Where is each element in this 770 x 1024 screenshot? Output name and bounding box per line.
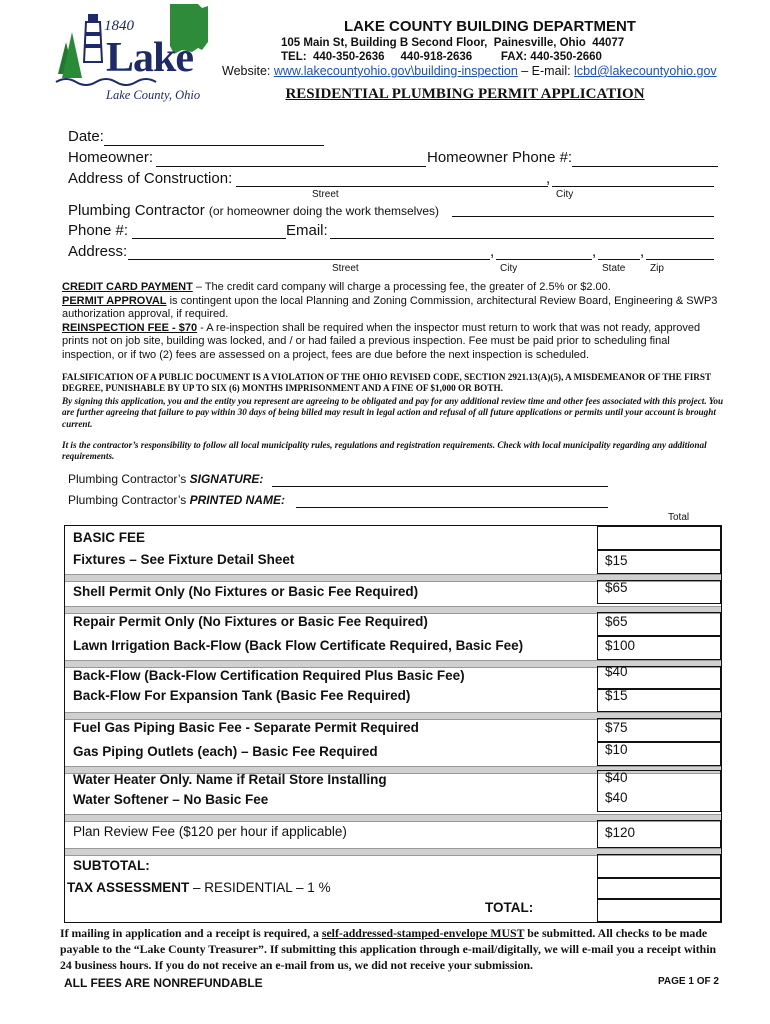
fee-label: Shell Permit Only (No Fixtures or Basic Fee Required) (73, 584, 419, 599)
signature-label: SIGNATURE: (189, 472, 264, 486)
department-title: LAKE COUNTY BUILDING DEPARTMENT (344, 18, 636, 35)
contractor-note: (or homeowner doing the work themselves) (208, 204, 440, 218)
signature-prefix: Plumbing Contractor’s (68, 472, 190, 486)
fee-amount: $15 (605, 553, 628, 568)
state-caption: State (602, 263, 626, 274)
contractor-label-text: Plumbing Contractor (68, 202, 205, 219)
fee-label: Back-Flow (Back-Flow Certification Required Plus Basic Fee) (73, 668, 465, 683)
zip-caption: Zip (650, 263, 664, 274)
contractor-responsibility: It is the contractor’s responsibility to follow all local municipality rules, regulations and registration requirements. Check with local municipality regarding any additional requirements. (62, 440, 707, 462)
printed-name-label: PRINTED NAME: (189, 493, 285, 507)
contractor-field[interactable] (452, 216, 714, 217)
fee-amount: $10 (605, 742, 628, 757)
fee-label: Back-Flow For Expansion Tank (Basic Fee Required) (73, 688, 411, 703)
credit-card-text: – The credit card company will charge a processing fee, the greater of 2.5% or $2.00. (192, 281, 611, 293)
signature-field[interactable] (272, 486, 608, 487)
fee-amount: $100 (605, 638, 636, 653)
homeowner-label: Homeowner: (68, 149, 154, 166)
fee-amount: $40 (605, 664, 628, 679)
reinspection-text: - A re-inspection shall be required when the inspector must return to work that was not ready, approved prints not on job site, building was locked, and / or had failed a previous inspection. Fee must be paid prior to scheduling final inspection, or if two (2) fees are assessed on a project, fees are due before the next inspection is scheduled. (62, 322, 701, 361)
fee-label: Repair Permit Only (No Fixtures or Basic Fee Required) (73, 614, 428, 629)
email-field[interactable] (330, 238, 714, 239)
fee-amount: $75 (605, 720, 628, 735)
email-label: Email: (286, 222, 328, 239)
fee-amount: $120 (605, 825, 636, 840)
printed-name-field[interactable] (296, 507, 608, 508)
website-line (222, 64, 717, 78)
construction-city-field[interactable] (552, 186, 714, 187)
address-state-field[interactable] (598, 259, 640, 260)
mailing-text-2: be submitted. All checks to be made payable to the “Lake County Treasurer”. If submitting this application through e-mail/digitally, we will e-mail you a receipt within 24 business hours. If you do not receive an e-mail from us, we did not receive your submission. (60, 926, 717, 972)
address-street-field[interactable] (128, 259, 490, 260)
fee-label: Water Heater Only. Name if Retail Store Installing (73, 772, 387, 787)
homeowner-phone-label: Homeowner Phone #: (427, 149, 573, 166)
printed-name-prefix: Plumbing Contractor’s (68, 493, 190, 507)
fee-label: Lawn Irrigation Back-Flow (Back Flow Certificate Required, Basic Fee) (73, 638, 524, 653)
subtotal-cell[interactable] (597, 854, 721, 878)
reinspection-note (62, 322, 722, 362)
date-label: Date: (68, 128, 104, 145)
page-number: PAGE 1 OF 2 (658, 976, 719, 987)
street-caption-2: Street (332, 263, 359, 274)
logo-year: 1840 (104, 18, 134, 34)
falsification-warning: FALSIFICATION OF A PUBLIC DOCUMENT IS A VIOLATION OF THE OHIO REVISED CODE, SECTION 2921.13(A)(5), A MISDEMEANOR OF THE FIRST DEGREE, PUNISHABLE BY UP TO SIX (6) MONTHS IMPRISONMENT AND A FINE OF $1,000 OR BOTH. (62, 372, 712, 394)
phone-label: Phone #: (68, 222, 129, 239)
address-zip-field[interactable] (646, 259, 714, 260)
fee-label: Water Softener – No Basic Fee (73, 792, 269, 807)
homeowner-phone-field[interactable] (572, 166, 718, 167)
mailing-instructions (60, 925, 722, 973)
phone-field[interactable] (132, 238, 286, 239)
total-cell[interactable] (597, 898, 721, 922)
fee-amount: $40 (605, 790, 628, 805)
mailing-text-1: If mailing in application and a receipt is required, a (60, 926, 322, 940)
tax-cell[interactable] (597, 878, 721, 900)
printed-name-row (68, 493, 285, 507)
signature-row (68, 472, 263, 486)
comma-separator-3: , (592, 243, 597, 260)
construction-street-field[interactable] (236, 186, 548, 187)
reinspection-heading: REINSPECTION FEE - $70 (62, 322, 198, 334)
total-column-header: Total (668, 512, 690, 523)
fee-amount: $40 (605, 770, 628, 785)
email-label: – E-mail: (517, 64, 575, 78)
city-caption-2: City (500, 263, 518, 274)
credit-card-note (62, 281, 722, 294)
street-caption: Street (312, 189, 339, 200)
address-label: Address: (68, 243, 128, 260)
website-label: Website: (222, 64, 274, 78)
nonrefundable-notice: ALL FEES ARE NONREFUNDABLE (64, 976, 263, 990)
fee-label: Fuel Gas Piping Basic Fee - Separate Permit Required (73, 720, 419, 735)
department-phones: TEL: 440-350-2636 440-918-2636 FAX: 440-350-2660 (281, 51, 602, 63)
city-caption: City (556, 189, 574, 200)
website-link[interactable]: www.lakecountyohio.gov\building-inspection (273, 64, 518, 78)
permit-approval-heading: PERMIT APPROVAL (62, 295, 167, 307)
tax-label: TAX ASSESSMENT (67, 880, 190, 895)
logo-caption: Lake County, Ohio (106, 88, 201, 102)
permit-approval-note (62, 295, 722, 322)
construction-address-label: Address of Construction: (68, 170, 233, 187)
signing-agreement: By signing this application, you and the entity you represent are agreeing to be obligated and pay for any additional review time and other fees associated with this project. You are further agreeing that failure to pay within 30 days of being billed may result in legal action and refusal of all future applications or permits until your account is brought current. (62, 396, 724, 429)
mailing-text-emphasis: self-addressed-stamped-envelope MUST (321, 926, 525, 940)
tax-row (67, 880, 331, 895)
logo-word: Lake (106, 35, 194, 81)
basic-fee-total-cell[interactable] (597, 526, 721, 550)
email-link[interactable]: lcbd@lakecountyohio.gov (574, 64, 717, 78)
lake-county-logo (52, 2, 218, 108)
fee-amount: $65 (605, 580, 628, 595)
homeowner-field[interactable] (156, 166, 426, 167)
permit-approval-text: is contingent upon the local Planning and Zoning Commission, architectural Review Board, Engineering & SWP3 authorization approval, if required. (62, 295, 718, 321)
address-city-field[interactable] (496, 259, 592, 260)
contractor-label (68, 202, 439, 219)
subtotal-label: SUBTOTAL: (73, 858, 150, 873)
fee-label: Plan Review Fee ($120 per hour if applicable) (73, 824, 347, 839)
basic-fee-heading: BASIC FEE (73, 530, 146, 545)
form-title: RESIDENTIAL PLUMBING PERMIT APPLICATION (285, 86, 645, 102)
fee-amount: $65 (605, 614, 628, 629)
fee-amount: $15 (605, 688, 628, 703)
total-label: TOTAL: (485, 900, 534, 915)
comma-separator-2: , (490, 243, 495, 260)
credit-card-heading: CREDIT CARD PAYMENT (62, 281, 193, 293)
fee-label: Gas Piping Outlets (each) – Basic Fee Required (73, 744, 378, 759)
comma-separator-4: , (640, 243, 645, 260)
date-field[interactable] (104, 145, 324, 146)
comma-separator: , (546, 170, 551, 187)
department-address: 105 Main St, Building B Second Floor, Painesville, Ohio 44077 (281, 37, 625, 49)
tax-text: – RESIDENTIAL – 1 % (189, 880, 331, 895)
fee-table (64, 525, 722, 923)
fee-label: Fixtures – See Fixture Detail Sheet (73, 552, 295, 567)
